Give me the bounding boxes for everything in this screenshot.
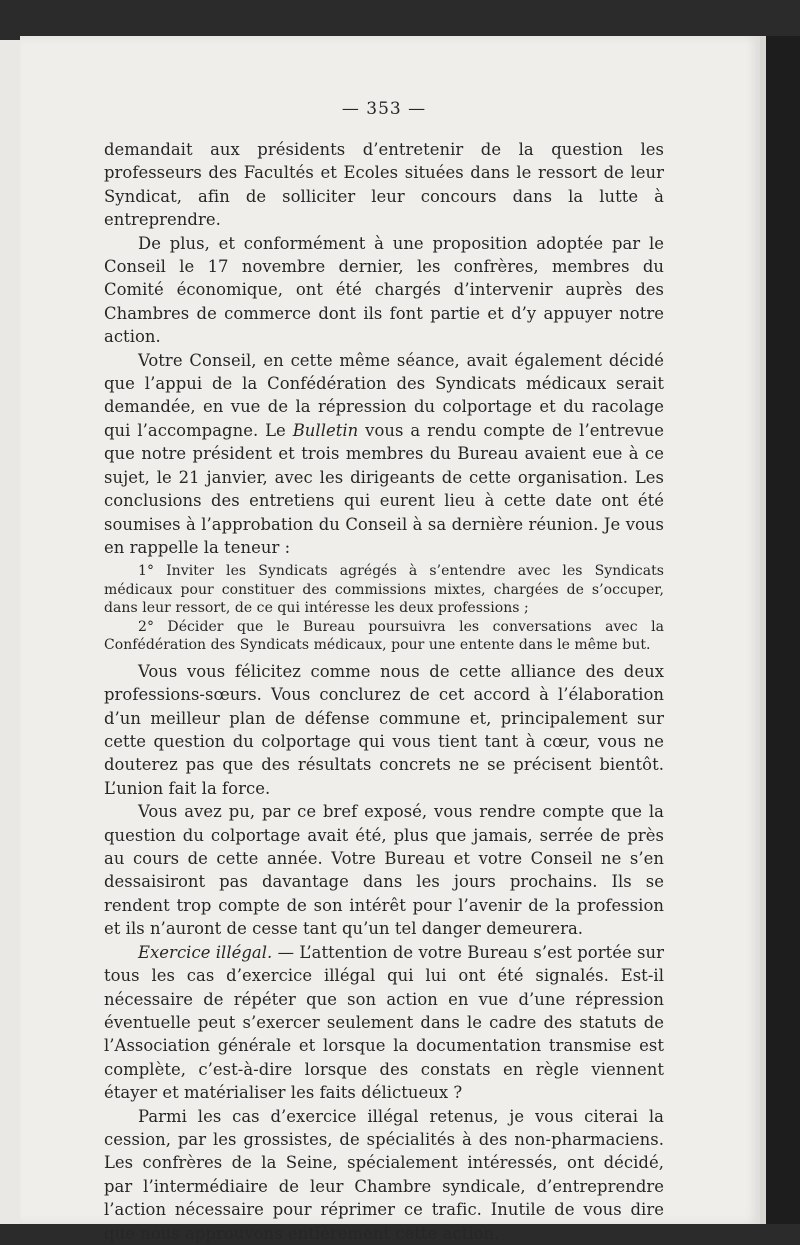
paragraph-3-text-b: vous a rendu compte de l’entrevue que notre président et trois membres du Bureau avaient eue à ce sujet, le 21 janvier, avec les dirigeants de cette organisation. Les conclusions des entretiens qui eurent lieu à cette date ont été soumises à l’approbation du Conseil à sa dernière réunion. Je vous en rappelle la teneur : (104, 420, 664, 557)
paragraph-6-text: — L’attention de votre Bureau s’est portée sur tous les cas d’exercice illégal qui lui ont été signalés. Est-il nécessaire de répéter que son action en vue d’une répression éventuelle peut s’exercer seulement dans le cadre des statuts de l’Association générale et lorsque la documentation transmise est complète, c’est-à-dire lorsque des constats en règle viennent étayer et matérialiser les faits délictueux ? (104, 942, 665, 1103)
left-page-edge (0, 40, 21, 1224)
paragraph-4: Vous vous félicitez comme nous de cette alliance des deux professions-sœurs. Vous conclurez de cet accord à l’élaboration d’un meilleur plan de défense commune et, principalement sur cette question du colportage qui vous tient tant à cœur, vous ne douterez pas que des résultats concrets ne se précisent bientôt. L’union fait la force. (104, 661, 664, 798)
page-edge-strip (760, 36, 766, 1224)
page-number: — 353 — (341, 99, 427, 119)
resolution-item-1: 1° Inviter les Syndicats agrégés à s’entendre avec les Syndicats médicaux pour constituer des commissions mixtes, chargées de s’occuper, dans leur ressort, de ce qui intéresse les deux professions ; (104, 563, 664, 617)
paragraph-5: Vous avez pu, par ce bref exposé, vous rendre compte que la question du colportage avait été, plus que jamais, serrée de près au cours de cette année. Votre Bureau et votre Conseil ne s’en dessaisiront pas davantage dans les jours prochains. Ils se rendent trop compte de son intérêt pour l’avenir de la profession et ils n’auront de cesse tant qu’un tel danger demeurera. (104, 802, 664, 939)
resolution-list (104, 562, 664, 655)
paragraph-2: De plus, et conformément à une proposition adoptée par le Conseil le 17 novembre dernier, les confrères, membres du Comité économique, ont été chargés d’intervenir auprès des Chambres de commerce dont ils font partie et d’y appuyer notre action. (104, 233, 664, 347)
paragraph-3-text-a: Votre Conseil, en cette même séance, avait également décidé que l’appui de la Confédération des Syndicats médicaux serait demandée, en vue de la répression du colportage et du racolage qui l’accompagne. Le (104, 350, 664, 440)
section-heading-exercice-illegal: Exercice illégal. (138, 942, 273, 962)
paragraph-7: Parmi les cas d’exercice illégal retenus, je vous citerai la cession, par les grossistes, de spécialités à des non-pharmaciens. Les confrères de la Seine, spécialement intéressés, ont décidé, par l’intermédiaire de leur Chambre syndicale, d’entreprendre l’action nécessaire pour réprimer ce trafic. Inutile de vous dire que nous approuvons entièrement cette action. (104, 1106, 664, 1243)
page-content (104, 98, 664, 1245)
paragraph-1: demandait aux présidents d’entretenir de la question les professeurs des Facultés et Ecoles situées dans le ressort de leur Syndicat, afin de solliciter leur concours dans la lutte à entreprendre. (104, 140, 664, 230)
right-dark-edge (760, 36, 800, 1224)
bulletin-title: Bulletin (292, 420, 359, 440)
resolution-item-2: 2° Décider que le Bureau poursuivra les conversations avec la Confédération des Syndicats médicaux, pour une entente dans le même but. (104, 618, 664, 654)
paragraph-3 (104, 349, 664, 560)
paragraph-6 (104, 941, 664, 1105)
book-page (20, 36, 760, 1243)
